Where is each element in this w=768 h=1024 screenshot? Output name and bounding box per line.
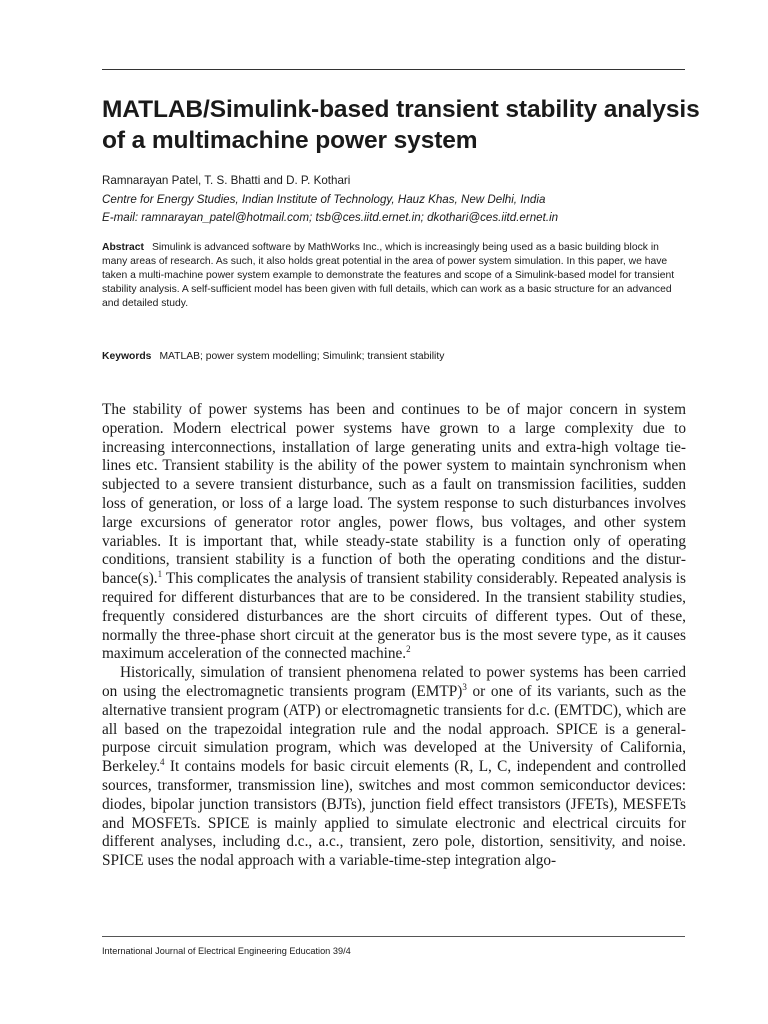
reference-1: 1 [157,569,163,580]
abstract-text: Simulink is advanced software by MathWorks Inc., which is increasingly being used as a basic building block in many areas of research. As such, it also holds great potential in the area of power system simulation. In this paper, we have taken a multi-machine power system example to demonstrate the features and scope of a Simulink-based model for transient stability analysis. A self-sufficient model has been given with full details, which can work as a basic structure for an advanced and detailed study. [102,242,675,310]
keywords-label: Keywords [102,351,152,362]
reference-3: 3 [462,681,467,692]
paragraph-2 [102,664,686,871]
abstract [102,241,686,311]
paragraph-1-part-a: The stability of power systems has been and continues to be of major concern in system operation. Modern electrical power systems have grown to a large complexity due to increasing interconnections, installation of large generating units and extra-high voltage tie-lines etc. Transient stability is the ability of the power system to maintain synchronism when subjected to a severe transient disturbance, such as a fault on transmission facilities, sudden loss of generation, or loss of a large load. The system response to such disturbances involves large excursions of generator rotor angles, power flows, bus voltages, and other system variables. It is important that, while steady-state stability is a function only of operating conditions, transient stability is a function of both the operating conditions and the disturbance(s). [102,401,686,588]
top-rule [102,69,685,70]
author-emails: E-mail: ramnarayan_patel@hotmail.com; tsb@ces.iitd.ernet.in; dkothari@ces.iitd.ernet.in [102,211,559,224]
keywords-text: MATLAB; power system modelling; Simulink; transient stability [159,351,445,362]
author-list: Ramnarayan Patel, T. S. Bhatti and D. P. Kothari [102,174,351,187]
paragraph-2-part-a: Historically, simulation of transient phenomena related to power systems has been carried on using the electromagnetic transients program (EMTP) [102,664,686,700]
reference-2: 2 [406,644,411,655]
body-text [102,401,686,871]
paragraph-2-part-b: or one of its variants, such as the alternative transient program (ATP) or electromagnetic transients for d.c. (EMTDC), which are all based on the trapezoidal integration rule and the nodal approach. SPICE is a general-purpose circuit simulation program, which was developed at the University of California, Berkeley. [102,682,687,776]
paper-title: MATLAB/Simulink-based transient stability analysis of a multimachine power system [102,96,700,154]
keywords [102,350,686,364]
reference-4: 4 [160,757,165,768]
abstract-label: Abstract [102,242,144,253]
footer-rule [102,936,685,937]
author-affiliation: Centre for Energy Studies, Indian Institute of Technology, Hauz Khas, New Delhi, India [102,193,546,206]
paragraph-1 [102,401,686,664]
paragraph-1-part-b: This complicates the analysis of transient stability considerably. Repeated analysis is required for different disturbances that are to be considered. In the transient stability studies, frequently considered disturbances are the short circuits of different types. Out of these, normally the three-phase short circuit at the generator bus is the most severe type, as it causes maximum acceleration of the connected machine. [102,570,686,663]
journal-footer: International Journal of Electrical Engineering Education 39/4 [102,946,351,956]
paragraph-2-part-c: It contains models for basic circuit elements (R, L, C, independent and controlled sources, transformer, transmission line), switches and most common semiconductor devices: diodes, bipolar junction transistors (BJTs), junction field effect transistors (JFETs), MESFETs and MOSFETs. SPICE is mainly applied to simulate electronic and electrical circuits for different analyses, including d.c., a.c., transient, zero pole, distortion, sensitivity, and noise. SPICE uses the nodal approach with a variable-time-step integration algo- [102,758,686,870]
